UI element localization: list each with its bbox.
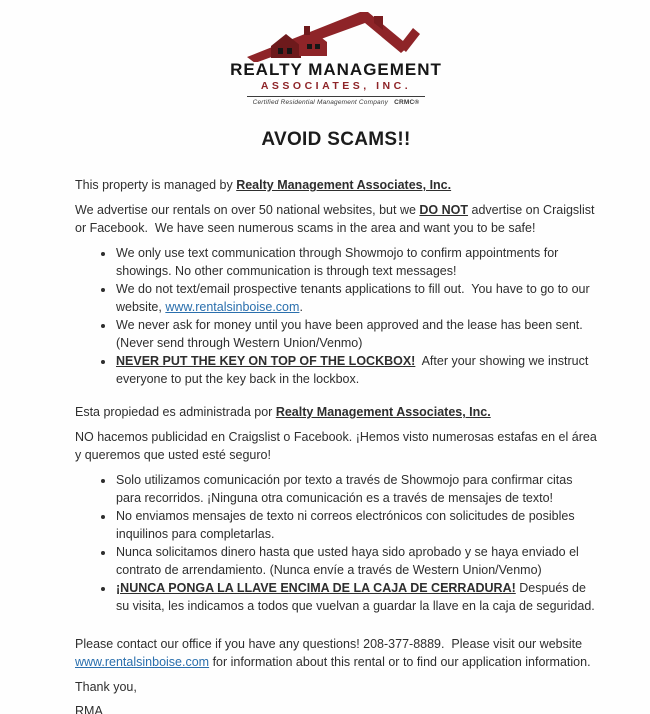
spanish-section (75, 403, 601, 615)
bullet-item-cerradura-es (115, 579, 597, 615)
managed-by-paragraph-en (75, 176, 597, 194)
logo-certification: CRMC® (394, 99, 420, 106)
logo-tagline (221, 99, 451, 106)
company-logo (221, 8, 451, 106)
bullet-text: No enviamos mensajes de texto ni correos electrónicos con solicitudes de posibles inquilinos para completarlas. (116, 509, 579, 541)
contact-text-mid: . Please visit our website (441, 637, 586, 651)
house-roof-icon (241, 8, 431, 62)
managed-by-paragraph-es (75, 403, 597, 421)
advertise-text-post: advertise on Craigslist or Facebook. We have seen numerous scams in the area and want you to be safe! (75, 203, 598, 235)
contact-text-pre: Please contact our office if you have any questions! (75, 637, 364, 651)
english-section (75, 176, 597, 388)
managed-by-text-es: Esta propiedad es administrada por (75, 405, 276, 419)
bullet-text: Después de su visita, les indicamos a todos que vuelvan a guardar la llave en la caja de seguridad. (116, 581, 595, 613)
do-not-emphasis: DO NOT (419, 203, 469, 217)
bullet-text: Nunca solicitamos dinero hasta que usted haya sido aprobado y se haya enviado el contrato de arrendamiento. (Nunca envíe a través de Western Union/Venmo) (116, 545, 583, 577)
bullet-item-showmojo-en (115, 244, 597, 280)
bullet-item-lockbox-en (115, 352, 597, 388)
contact-paragraph (75, 635, 597, 671)
bullet-item-dinero-es (115, 543, 597, 579)
logo-divider (247, 96, 425, 97)
logo-company-subname: ASSOCIATES, INC. (260, 80, 412, 92)
bullet-text: . (299, 300, 303, 314)
phone-number: 208-377-8889 (363, 637, 442, 651)
bullet-item-showmojo-es (115, 471, 597, 507)
bullet-item-money-en (115, 316, 597, 352)
lockbox-warning-emphasis-es: ¡NUNCA PONGA LA LLAVE ENCIMA DE LA CAJA DE CERRADURA! (116, 581, 516, 595)
bullet-text: We never ask for money until you have been approved and the lease has been sent. (Never send through Western Union/Venmo) (116, 318, 587, 350)
company-name-emphasis-es: Realty Management Associates, Inc. (275, 405, 491, 419)
lockbox-warning-emphasis: NEVER PUT THE KEY ON TOP OF THE LOCKBOX! (116, 354, 416, 368)
logo-company-name: REALTY MANAGEMENT (230, 60, 442, 79)
closing-thanks: Thank you, (75, 680, 137, 694)
bullet-text: Solo utilizamos comunicación por texto a través de Showmojo para confirmar citas para recorridos. ¡Ninguna otra comunicación es a través de mensajes de texto! (116, 473, 576, 505)
english-bullet-list (75, 244, 597, 388)
signature: RMA (75, 704, 103, 714)
advertise-text-es: NO hacemos publicidad en Craigslist o Facebook. ¡Hemos visto numerosas estafas en el área y queremos que usted esté seguro! (75, 430, 601, 462)
company-name-emphasis: Realty Management Associates, Inc. (236, 178, 452, 192)
advertise-paragraph-es (75, 428, 601, 464)
footer-section (75, 635, 597, 714)
bullet-item-website-en (115, 280, 597, 316)
contact-text-post: for information about this rental or to find our application information. (209, 655, 591, 669)
bullet-text: We only use text communication through Showmojo to confirm appointments for showings. No other communication is through text messages! (116, 246, 562, 278)
advertise-text-pre: We advertise our rentals on over 50 national websites, but we (75, 203, 420, 217)
spanish-bullet-list (75, 471, 597, 615)
bullet-item-solicitudes-es (115, 507, 597, 543)
rentals-website-link[interactable]: www.rentalsinboise.com (165, 300, 300, 314)
logo-tagline-text: Certified Residential Management Company (252, 99, 389, 106)
bullet-text: After your showing we instruct everyone to put the key back in the lockbox. (116, 354, 592, 386)
managed-by-text: This property is managed by (75, 178, 237, 192)
advertise-paragraph-en (75, 201, 597, 237)
document-title: AVOID SCAMS!! (261, 129, 411, 150)
footer-website-link[interactable]: www.rentalsinboise.com (75, 655, 210, 669)
bullet-text: We do not text/email prospective tenants applications to fill out. You have to go to our website, (116, 282, 594, 314)
